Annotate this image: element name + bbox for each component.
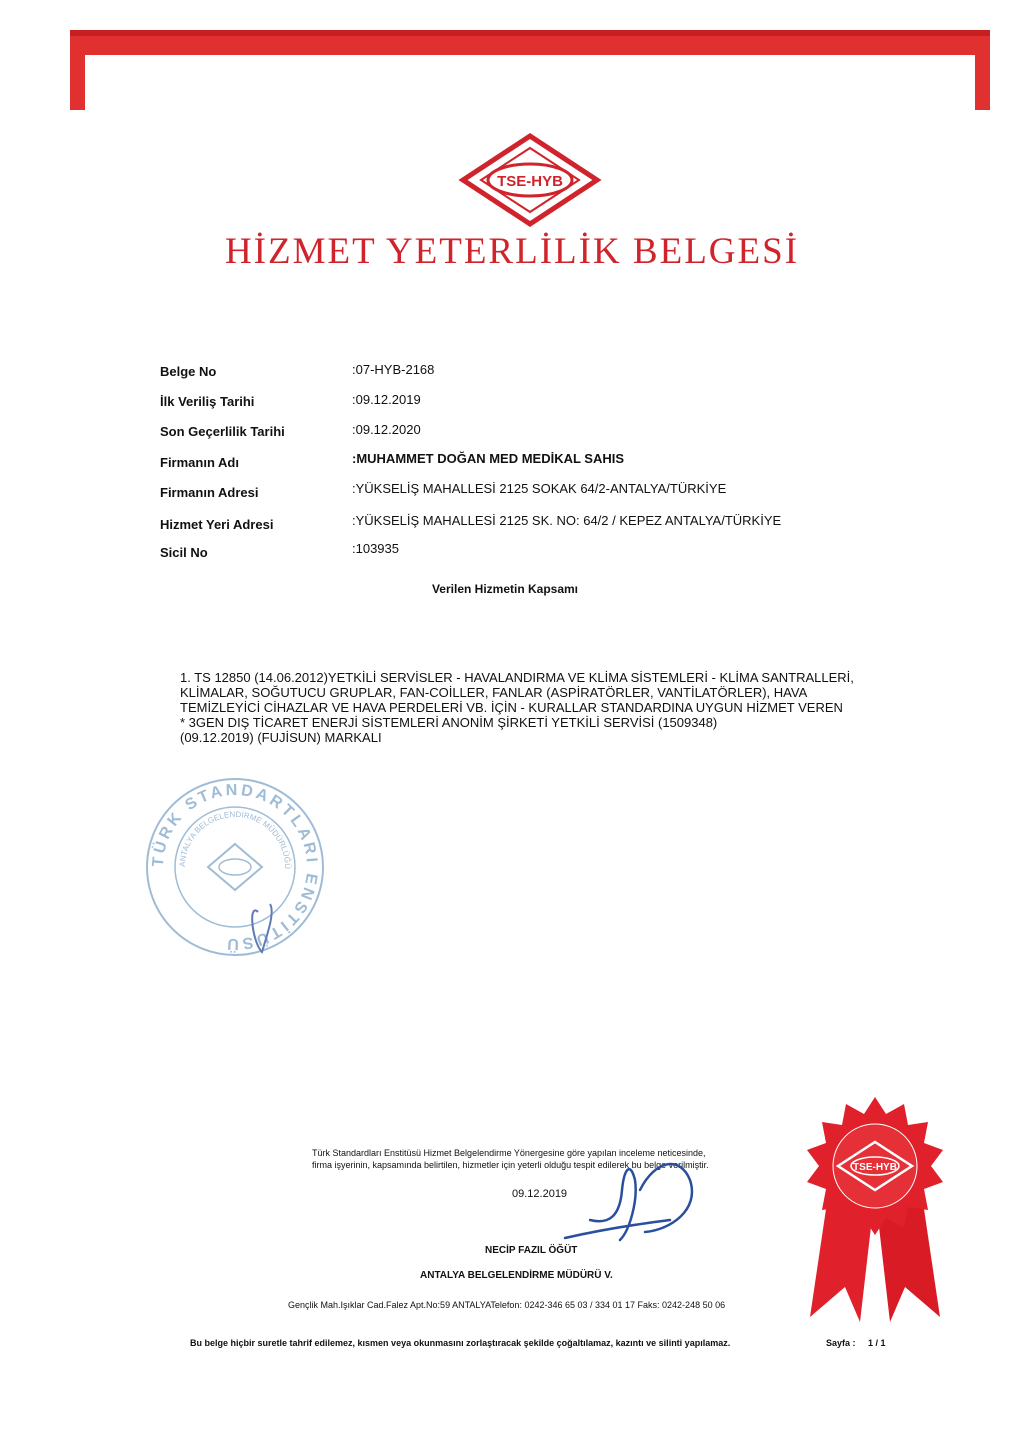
issuance-statement-line1: Türk Standardları Enstitüsü Hizmet Belgelendirme Yönergesine göre yapılan inceleme neticesinde, xyxy=(312,1148,706,1158)
field-label-hizmet-yeri: Hizmet Yeri Adresi xyxy=(160,517,274,532)
field-value-firma-adi: :MUHAMMET DOĞAN MED MEDİKAL SAHIS xyxy=(352,451,625,466)
field-label-ilk-verilis: İlk Veriliş Tarihi xyxy=(160,394,255,409)
field-value-belge-no: :07-HYB-2168 xyxy=(352,362,435,377)
scope-line: * 3GEN DIŞ TİCARET ENERJİ SİSTEMLERİ ANONİM ŞİRKETİ YETKİLİ SERVİSİ (1509348) xyxy=(180,715,718,730)
field-value-hizmet-yeri: :YÜKSELİŞ MAHALLESİ 2125 SK. NO: 64/2 / KEPEZ ANTALYA/TÜRKİYE xyxy=(352,513,782,528)
page-number: 1 / 1 xyxy=(868,1338,886,1348)
page-label: Sayfa : xyxy=(826,1338,856,1348)
field-label-firma-adresi: Firmanın Adresi xyxy=(160,485,259,500)
scope-line: TEMİZLEYİCİ CİHAZLAR VE HAVA PERDELERİ VB. İÇİN - KURALLAR STANDARDINA UYGUN HİZMET VEREN xyxy=(180,700,843,715)
signature xyxy=(560,1150,710,1260)
stamp-inner-text: ANTALYA BELGELENDİRME MÜDÜRLÜĞÜ xyxy=(177,809,293,870)
scope-text xyxy=(180,670,960,745)
signatory-title: ANTALYA BELGELENDİRME MÜDÜRÜ V. xyxy=(420,1270,613,1281)
scope-line: KLİMALAR, SOĞUTUCU GRUPLAR, FAN-COİLLER, FANLAR (ASPİRATÖRLER, VANTİLATÖRLER), HAVA xyxy=(180,685,808,700)
svg-text:ANTALYA BELGELENDİRME MÜDÜRLÜĞ xyxy=(178,810,292,869)
signatory-name: NECİP FAZIL ÖĞÜT xyxy=(485,1245,578,1256)
field-value-ilk-verilis: :09.12.2019 xyxy=(352,392,421,407)
issuance-date: 09.12.2019 xyxy=(512,1188,568,1200)
footer-notice: Bu belge hiçbir suretle tahrif edilemez, kısmen veya okunmasını zorlaştıracak şekilde çoğaltılamaz, kazıntı ve silinti yapılamaz. xyxy=(190,1338,731,1348)
field-value-firma-adresi: :YÜKSELİŞ MAHALLESİ 2125 SOKAK 64/2-ANTALYA/TÜRKİYE xyxy=(352,481,727,496)
scope-line: 1. TS 12850 (14.06.2012)YETKİLİ SERVİSLER - HAVALANDIRMA VE KLİMA SİSTEMLERİ - KLİMA SANTRALLERİ, xyxy=(180,670,854,685)
logo-text: TSE-HYB xyxy=(497,173,563,190)
footer-address: Gençlik Mah.Işıklar Cad.Falez Apt.No:59 ANTALYATelefon: 0242-346 65 03 / 334 01 17 Faks: 0242-248 50 06 xyxy=(288,1300,726,1310)
field-label-belge-no: Belge No xyxy=(160,364,217,379)
field-label-son-gecerlilik: Son Geçerlilik Tarihi xyxy=(160,424,285,439)
field-value-sicil-no: :103935 xyxy=(352,541,399,556)
field-value-son-gecerlilik: :09.12.2020 xyxy=(352,422,421,437)
red-rosette-seal xyxy=(800,1092,950,1322)
document-title: HİZMET YETERLİLİK BELGESİ xyxy=(224,231,800,272)
seal-text: TSE-HYB xyxy=(853,1162,897,1173)
issuance-statement-line2: firma işyerinin, kapsamında belirtilen, hizmetler için yeterli olduğu tespit edilerek bu belge verilmiştir. xyxy=(312,1160,709,1170)
scope-line: (09.12.2019) (FUJİSUN) MARKALI xyxy=(180,730,382,745)
field-label-firma-adi: Firmanın Adı xyxy=(160,455,239,470)
field-label-sicil-no: Sicil No xyxy=(160,545,208,560)
scope-title: Verilen Hizmetin Kapsamı xyxy=(431,582,579,596)
official-stamp xyxy=(140,772,330,962)
tse-hyb-logo xyxy=(455,130,605,230)
top-red-band xyxy=(70,30,990,110)
stamp-ring-text: TÜRK STANDARTLARI ENSTİTÜSÜ xyxy=(149,781,321,953)
